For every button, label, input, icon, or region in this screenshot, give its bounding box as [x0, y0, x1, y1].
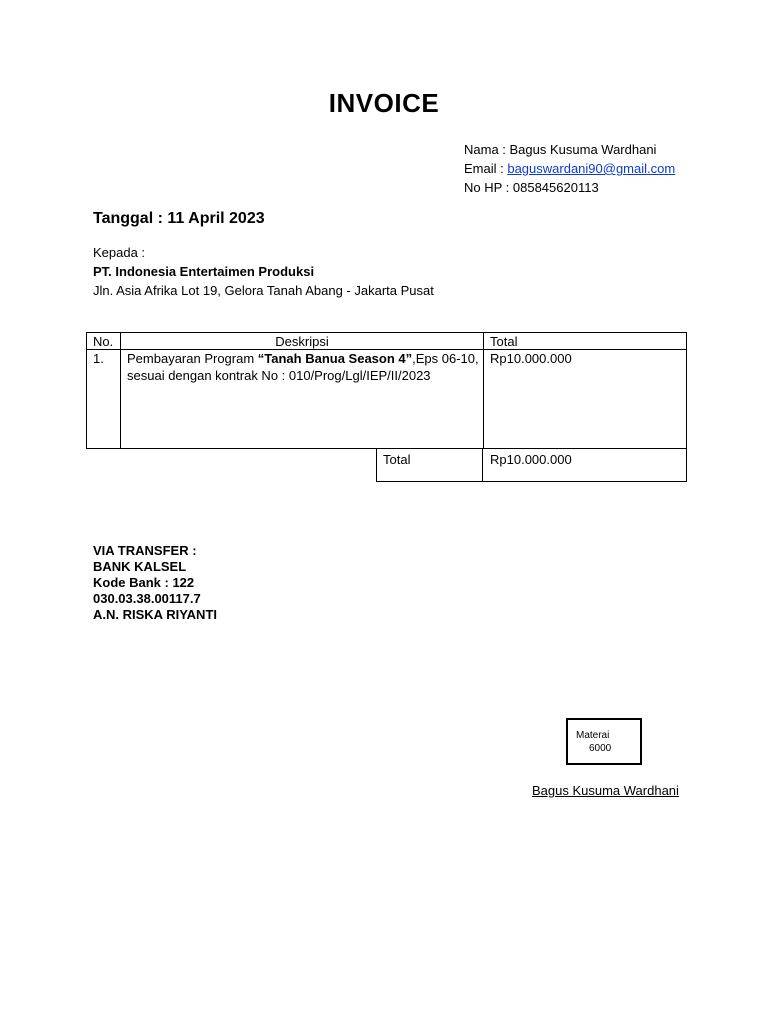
- header-no: No.: [93, 334, 114, 349]
- invoice-date: Tanggal : 11 April 2023: [93, 210, 265, 227]
- payment-method: VIA TRANSFER :: [93, 543, 197, 558]
- payment-info: [93, 543, 217, 623]
- row-program-title: “Tanah Banua Season 4”: [257, 351, 413, 366]
- table-divider: [483, 333, 484, 448]
- sender-info: [464, 140, 675, 197]
- row-description-line1: [127, 350, 479, 367]
- recipient-label: Kepada :: [93, 245, 146, 260]
- total-divider: [482, 449, 483, 481]
- account-number: 030.03.38.00117.7: [93, 591, 201, 606]
- sender-email-line: [464, 159, 675, 178]
- row-description-suffix: ,Eps 06-10,: [412, 351, 479, 366]
- invoice-title: INVOICE: [328, 88, 440, 118]
- invoice-table: [86, 332, 687, 449]
- recipient-address: Jln. Asia Afrika Lot 19, Gelora Tanah Abang - Jakarta Pusat: [93, 283, 434, 298]
- bank-code: Kode Bank : 122: [93, 575, 195, 590]
- materai-stamp-box: [566, 718, 642, 765]
- stamp-value: 6000: [589, 743, 612, 754]
- table-divider: [120, 333, 121, 448]
- row-no: 1.: [93, 351, 104, 366]
- total-box: [376, 448, 687, 482]
- sender-email-label: Email :: [464, 161, 508, 176]
- row-total: Rp10.000.000: [490, 351, 572, 366]
- account-holder: A.N. RISKA RIYANTI: [93, 607, 217, 622]
- row-description-line2: sesuai dengan kontrak No : 010/Prog/Lgl/IEP/II/2023: [127, 368, 431, 383]
- row-description-prefix: Pembayaran Program: [127, 351, 258, 366]
- bank-name: BANK KALSEL: [93, 559, 187, 574]
- sender-name: Nama : Bagus Kusuma Wardhani: [464, 142, 657, 157]
- row-description: [127, 350, 479, 384]
- total-value: Rp10.000.000: [490, 452, 572, 467]
- recipient-company: PT. Indonesia Entertaimen Produksi: [93, 264, 315, 279]
- total-label: Total: [383, 452, 411, 467]
- header-description: Deskripsi: [275, 334, 329, 349]
- sender-phone: No HP : 085845620113: [464, 180, 599, 195]
- stamp-label: Materai: [576, 730, 610, 741]
- header-total: Total: [490, 334, 518, 349]
- signer-name: Bagus Kusuma Wardhani: [532, 783, 679, 798]
- sender-email-link[interactable]: baguswardani90@gmail.com: [507, 161, 676, 176]
